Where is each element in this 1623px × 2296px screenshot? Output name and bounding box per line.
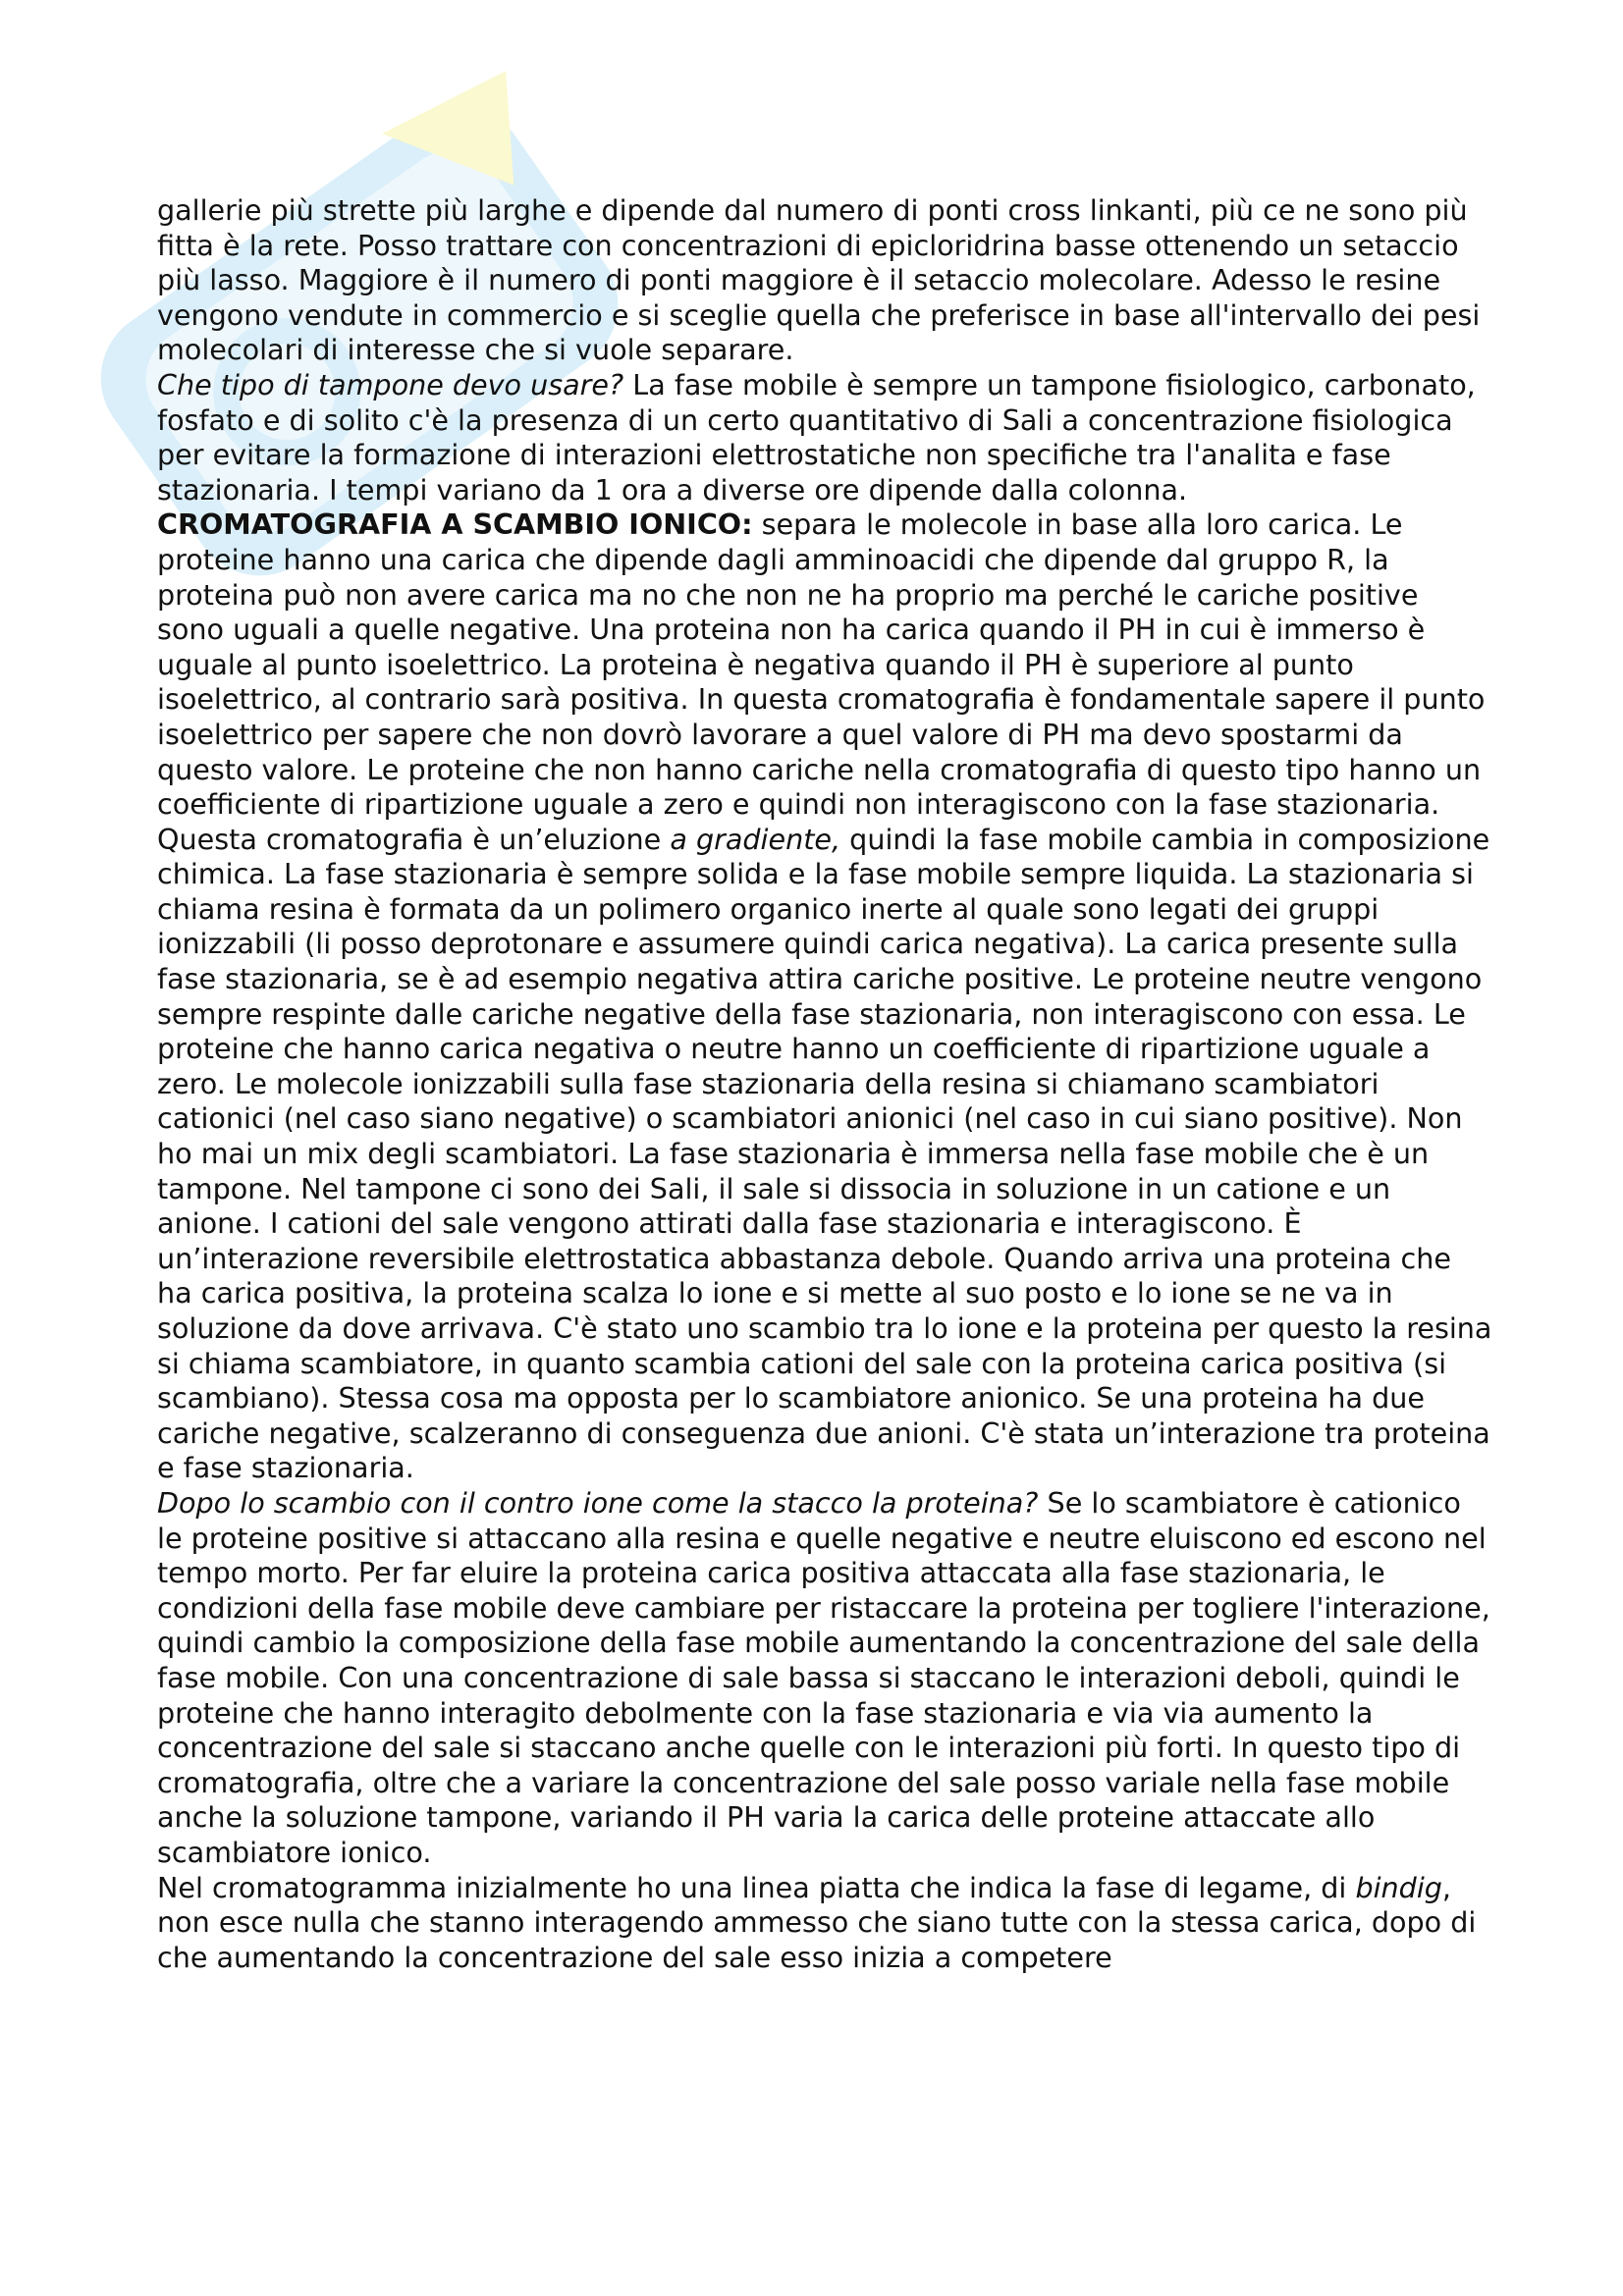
question-buffer: Che tipo di tampone devo usare?: [157, 367, 624, 401]
paragraph-text: quindi la fase mobile cambia in composizione chimica. La fase stazionaria è sempre solida e la fase mobile sempre liquida. La stazionaria si chiama resina è formata da un polimero organico inerte al quale sono legati dei gruppi ionizzabili (li posso deprotonare e assumere quindi carica negativa). La carica presente sulla fase stazionaria, se è ad esempio negativa attira cariche positive. Le proteine neutre vengono sempre respinte dalle cariche negative della fase stazionaria, non interagiscono con essa. Le proteine che hanno carica negativa o neutre hanno un coefficiente di ripartizione uguale a zero. Le molecole ionizzabili sulla fase stazionaria della resina si chiamano scambiatori cationici (nel caso siano negative) o scambiatori anionici (nel caso in cui siano positive). Non ho mai un mix degli scambiatori. La fase stazionaria è immersa nella fase mobile che è un tampone. Nel tampone ci sono dei Sali, il sale si dissocia in soluzione in un catione e un anione. I cationi del sale vengono attirati dalla fase stazionaria e interagiscono. È un’interazione reversibile elettrostatica abbastanza debole. Quando arriva una proteina che ha carica positiva, la proteina scalza lo ione e si mette al suo posto e lo ione se ne va in soluzione da dove arrivava. C'è stato uno scambio tra lo ione e la proteina per questo la resina si chiama scambiatore, in quanto scambia cationi del sale con la proteina carica positiva (si scambiano). Stessa cosa ma opposta per lo scambiatore anionico. Se una proteina ha due cariche negative, scalzeranno di conseguenza due anioni. C'è stata un’interazione tra proteina e fase stazionaria.: [157, 822, 1492, 1485]
paragraph-text: , non esce nulla che stanno interagendo ammesso che siano tutte con la stessa carica, dopo di che aumentando la concentrazione del sale esso inizia a competere: [157, 1870, 1477, 1974]
section-heading-ion-exchange: CROMATOGRAFIA A SCAMBIO IONICO:: [157, 507, 753, 542]
paragraph-text: Nel cromatogramma inizialmente ho una linea piatta che indica la fase di legame, di: [157, 1870, 1356, 1904]
italic-gradient: a gradiente,: [670, 822, 841, 856]
paragraph-chromatogram: [157, 1871, 1492, 1976]
paragraph-text: Se lo scambiatore è cationico le proteine positive si attaccano alla resina e quelle negative e neutre eluiscono ed escono nel tempo morto. Per far eluire la proteina carica positiva attaccata alla fase stazionaria, le condizioni della fase mobile deve cambiare per ristaccare la proteina per togliere l'interazione, quindi cambio la composizione della fase mobile aumentando la concentrazione del sale della fase mobile. Con una concentrazione di sale bassa si staccano le interazioni deboli, quindi le proteine che hanno interagito debolmente con la fase stazionaria e via via aumento la concentrazione del sale si staccano anche quelle con le interazioni più forti. In questo tipo di cromatografia, oltre che a variare la concentrazione del sale posso variale nella fase mobile anche la soluzione tampone, variando il PH varia la carica delle proteine attaccate allo scambiatore ionico.: [157, 1485, 1490, 1869]
document-body: [157, 193, 1492, 1975]
paragraph-text: gallerie più strette più larghe e dipende dal numero di ponti cross linkanti, più ce ne sono più fitta è la rete. Posso trattare con concentrazioni di epicloridrina basse ottenendo un setaccio più lasso. Maggiore è il numero di ponti maggiore è il setaccio molecolare. Adesso le resine vengono vendute in commercio e si sceglie quella che preferisce in base all'intervallo dei pesi molecolari di interesse che si vuole separare.: [157, 193, 1481, 367]
italic-binding: bindig: [1355, 1870, 1442, 1904]
paragraph-text: La fase mobile è sempre un tampone fisiologico, carbonato, fosfato e di solito c'è la presenza di un certo quantitativo di Sali a concentrazione fisiologica per evitare la formazione di interazioni elettrostatiche non specifiche tra l'analita e fase stazionaria. I tempi variano da 1 ora a diverse ore dipende dalla colonna.: [157, 367, 1476, 507]
paragraph-ion-exchange: [157, 507, 1492, 1486]
paragraph-elution: [157, 1486, 1492, 1871]
paragraph-text: separa le molecole in base alla loro carica. Le proteine hanno una carica che dipende dagli amminoacidi che dipende dal gruppo R, la proteina può non avere carica ma no che non ne ha proprio ma perché le cariche positive sono uguali a quelle negative. Una proteina non ha carica quando il PH in cui è immerso è uguale al punto isoelettrico. La proteina è negativa quando il PH è superiore al punto isoelettrico, al contrario sarà positiva. In questa cromatografia è fondamentale sapere il punto isoelettrico per sapere che non dovrò lavorare a quel valore di PH ma devo spostarmi da questo valore. Le proteine che non hanno cariche nella cromatografia di questo tipo hanno un coefficiente di ripartizione uguale a zero e quindi non interagiscono con la fase stazionaria. Questa cromatografia è un’eluzione: [157, 507, 1486, 856]
question-counter-ion: Dopo lo scambio con il contro ione come la stacco la proteina?: [157, 1485, 1039, 1520]
paragraph-resin-sieve: [157, 193, 1492, 368]
paragraph-buffer: [157, 368, 1492, 507]
